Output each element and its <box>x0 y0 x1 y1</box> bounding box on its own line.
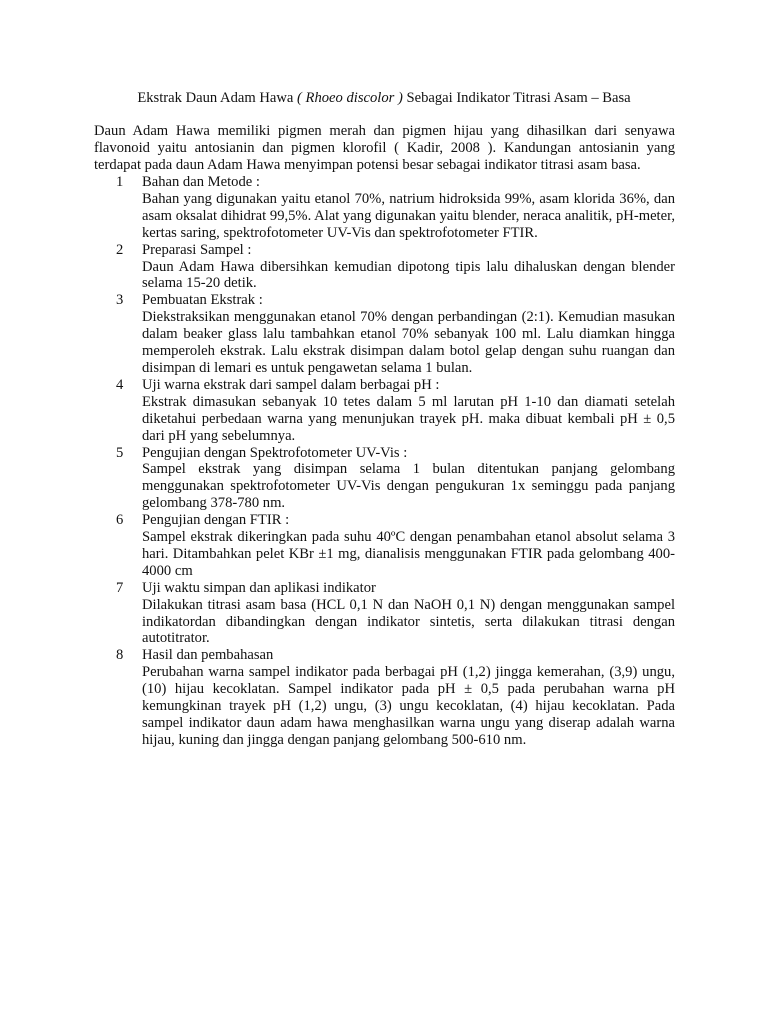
section-list <box>94 174 675 749</box>
section-heading: Uji waktu simpan dan aplikasi indikator <box>142 579 376 596</box>
section-body: Sampel ekstrak dikeringkan pada suhu 40ºC dengan penambahan etanol absolut selama 3 hari. Ditambahkan pelet KBr ±1 mg, dianalisis menggunakan FTIR pada gelombang 400-4000 cm <box>142 529 675 579</box>
section-item <box>94 292 675 377</box>
section-heading: Preparasi Sampel : <box>142 241 252 258</box>
section-body: Perubahan warna sampel indikator pada berbagai pH (1,2) jingga kemerahan, (3,9) ungu, (10) hijau kecoklatan. Sampel indikator pada pH ± 0,5 pada perubahan warna pH kemungkinan trayek pH (1,2) ungu, (3) ungu kecoklatan, (4) hijau kecoklatan. Pada sampel indikator daun adam hawa menghasilkan warna ungu yang diserap adalah warna hijau, kuning dan jingga dengan panjang gelombang 500-610 nm. <box>142 664 675 748</box>
section-item <box>94 242 675 293</box>
section-heading: Pengujian dengan FTIR : <box>142 512 290 529</box>
section-number: 1 <box>116 174 124 190</box>
section-number: 8 <box>116 647 124 664</box>
section-body: Sampel ekstrak yang disimpan selama 1 bulan ditentukan panjang gelombang menggunakan spektrofotometer UV-Vis dengan pengukuran 1x seminggu pada panjang gelombang 378-780 nm. <box>142 461 675 512</box>
section-heading: Hasil dan pembahasan <box>142 647 274 664</box>
title-text-end: Sebagai Indikator Titrasi Asam – Basa <box>402 90 631 106</box>
section-body: Dilakukan titrasi asam basa (HCL 0,1 N dan NaOH 0,1 N) dengan menggunakan sampel indikatordan dibandingkan dengan indikator sintetis, serta dilakukan titrasi dengan autotitrator. <box>142 596 675 647</box>
section-item <box>94 377 675 445</box>
section-item <box>94 647 675 748</box>
section-number: 2 <box>116 241 124 258</box>
section-heading: Uji warna ekstrak dari sampel dalam berbagai pH : <box>142 376 440 393</box>
section-heading: Pembuatan Ekstrak : <box>142 292 263 309</box>
section-body: Ekstrak dimasukan sebanyak 10 tetes dalam 5 ml larutan pH 1-10 dan diamati setelah diketahui perbedaan warna yang menunjukan trayek pH. maka dibuat kembali pH ± 0,5 dari pH yang sebelumnya. <box>142 393 675 444</box>
section-number: 4 <box>116 376 124 393</box>
section-item <box>94 580 675 648</box>
section-number: 5 <box>116 444 124 461</box>
section-body: Diekstraksikan menggunakan etanol 70% dengan perbandingan (2:1). Kemudian masukan dalam beaker glass lalu tambahkan etanol 70% sebanyak 100 ml. Lalu diamkan hingga memperoleh ekstrak. Lalu ekstrak disimpan dalam botol gelap dengan suhu ruangan dan disimpan di lemari es untuk pengawetan selama 1 bulan. <box>142 309 675 376</box>
section-number: 6 <box>116 512 124 529</box>
section-heading: Pengujian dengan Spektrofotometer UV-Vis : <box>142 444 408 461</box>
section-body: Bahan yang digunakan yaitu etanol 70%, natrium hidroksida 99%, asam klorida 36%, dan asam oksalat dihidrat 99,5%. Alat yang digunakan yaitu blender, neraca analitik, pH-meter, kertas saring, spektrofotometer UV-Vis dan spektrofotometer FTIR. <box>142 190 675 241</box>
section-number: 7 <box>116 579 124 596</box>
section-body: Daun Adam Hawa dibersihkan kemudian dipotong tipis lalu dihaluskan dengan blender selama 15-20 detik. <box>142 258 675 292</box>
intro-paragraph: Daun Adam Hawa memiliki pigmen merah dan pigmen hijau yang dihasilkan dari senyawa flavonoid yaitu antosianin dan pigmen klorofil ( Kadir, 2008 ). Kandungan antosianin yang terdapat pada daun Adam Hawa menyimpan potensi besar sebagai indikator titrasi asam basa. <box>94 123 675 173</box>
title-text: Ekstrak Daun Adam Hawa <box>137 90 298 106</box>
title-species-name: ( Rhoeo discolor ) <box>297 90 403 106</box>
section-heading: Bahan dan Metode : <box>142 174 260 190</box>
section-item <box>94 512 675 580</box>
section-item <box>94 445 675 513</box>
section-number: 3 <box>116 292 124 309</box>
section-item <box>94 174 675 242</box>
document-title <box>94 90 674 107</box>
